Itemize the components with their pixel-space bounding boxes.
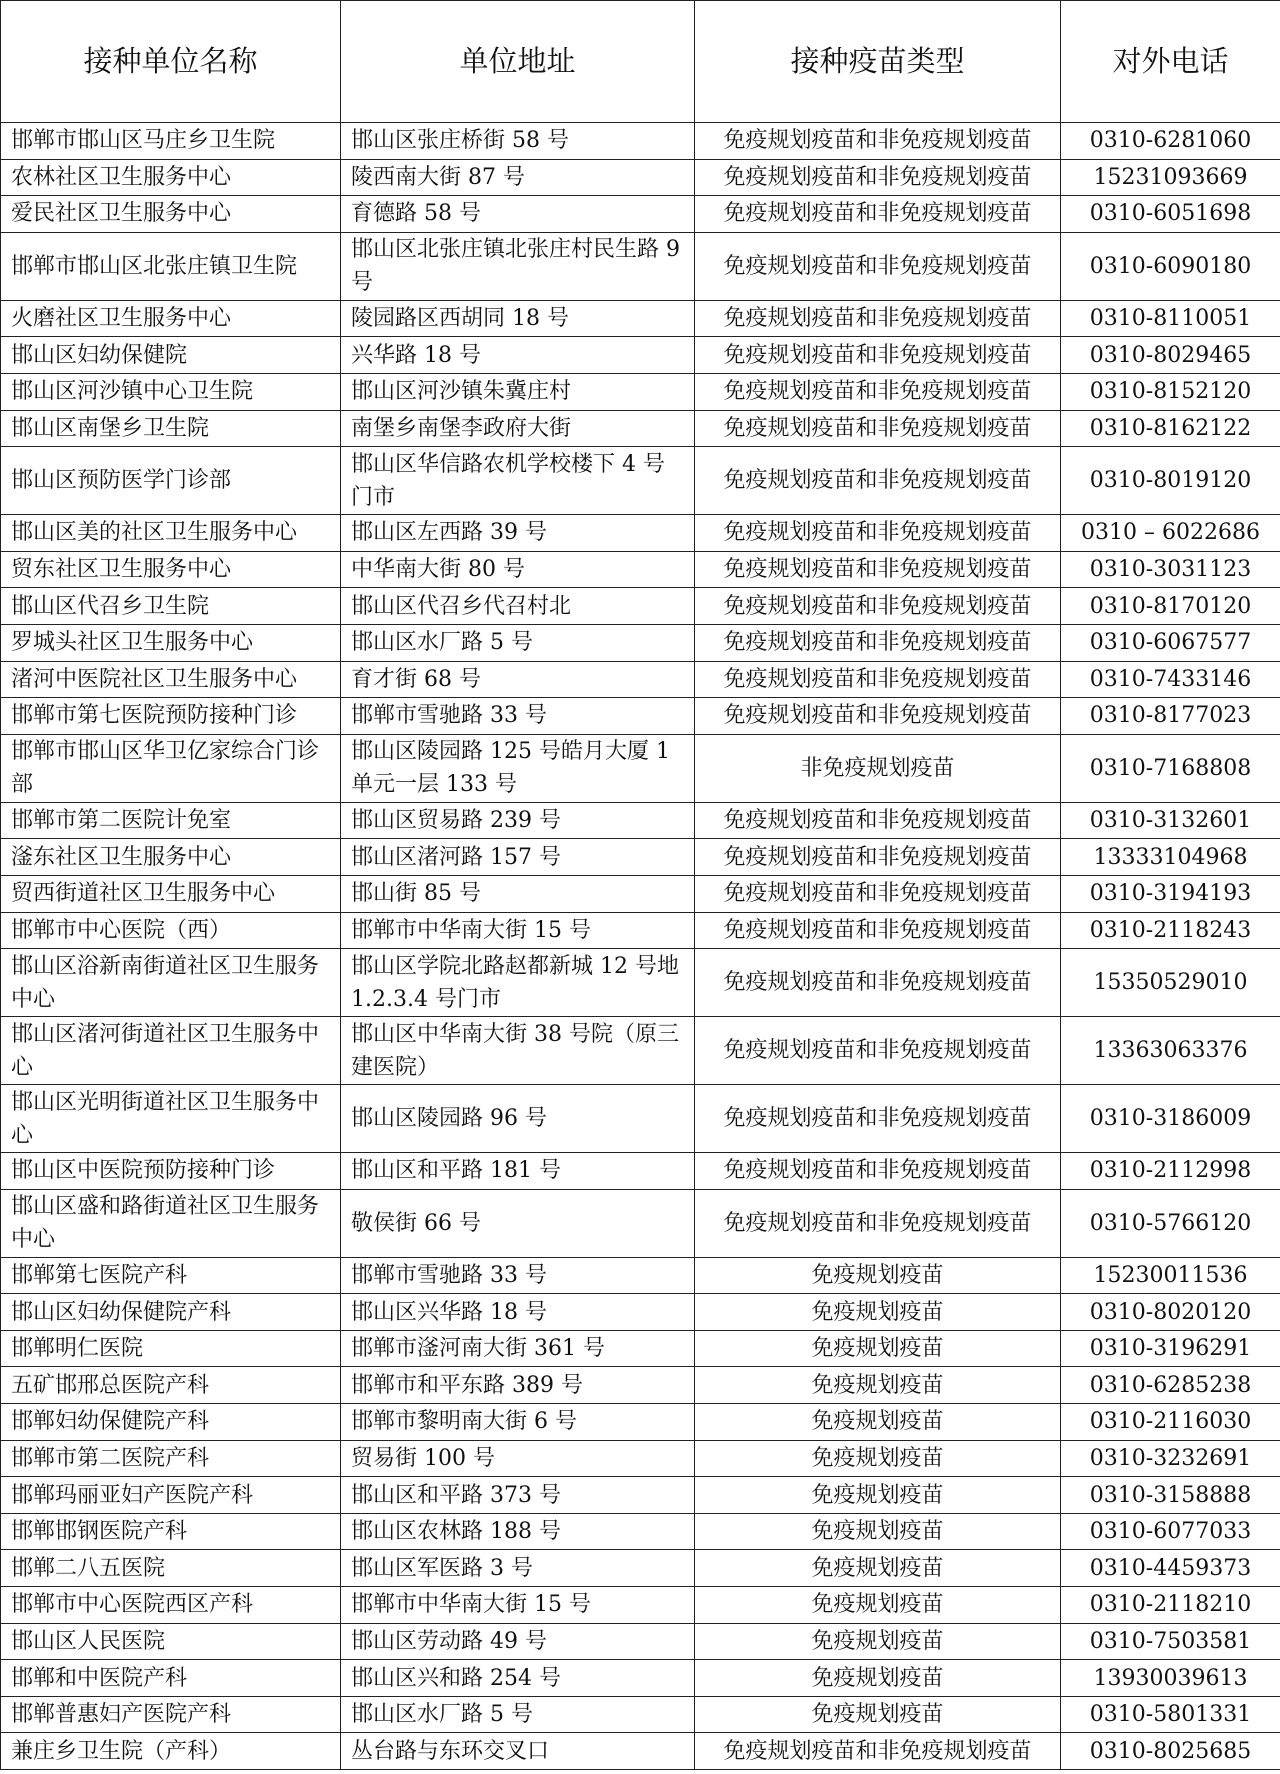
address-cell: 邯山区水厂路 5 号 [341,624,695,661]
vaccine-type-cell: 免疫规划疫苗和非免疫规划疫苗 [695,1733,1061,1770]
unit-name-cell: 五矿邯邢总医院产科 [1,1367,341,1404]
table-row [1,1550,1280,1587]
vaccine-type-cell: 免疫规划疫苗 [695,1294,1061,1331]
address-cell: 贸易街 100 号 [341,1440,695,1477]
vaccine-type-cell: 免疫规划疫苗和非免疫规划疫苗 [695,624,1061,661]
vaccine-type-cell: 免疫规划疫苗和非免疫规划疫苗 [695,159,1061,196]
unit-name-cell: 邯山区代召乡卫生院 [1,588,341,625]
table-row [1,232,1280,300]
address-cell: 邯山区华信路农机学校楼下 4 号门市 [341,447,695,515]
unit-name-cell: 火磨社区卫生服务中心 [1,300,341,337]
table-row [1,1513,1280,1550]
address-cell: 陵西南大街 87 号 [341,159,695,196]
address-cell: 邯山区兴华路 18 号 [341,1294,695,1331]
vaccine-type-cell: 免疫规划疫苗和非免疫规划疫苗 [695,300,1061,337]
phone-cell: 15231093669 [1061,159,1280,196]
phone-cell: 0310-5801331 [1061,1696,1280,1733]
unit-name-cell: 爱民社区卫生服务中心 [1,196,341,233]
unit-name-cell: 邯郸玛丽亚妇产医院产科 [1,1477,341,1514]
unit-name-cell: 邯山区妇幼保健院产科 [1,1294,341,1331]
address-cell: 邯山区张庄桥街 58 号 [341,123,695,160]
unit-name-cell: 邯山区河沙镇中心卫生院 [1,373,341,410]
address-cell: 邯郸市雪驰路 33 号 [341,1257,695,1294]
table-row [1,1404,1280,1441]
address-cell: 敬侯街 66 号 [341,1189,695,1257]
vaccine-type-cell: 免疫规划疫苗和非免疫规划疫苗 [695,551,1061,588]
header-vaccine-type: 接种疫苗类型 [695,1,1061,123]
unit-name-cell: 邯郸市邯山区马庄乡卫生院 [1,123,341,160]
unit-name-cell: 邯山区盛和路街道社区卫生服务中心 [1,1189,341,1257]
vaccine-type-cell: 免疫规划疫苗 [695,1550,1061,1587]
phone-cell: 0310-7168808 [1061,734,1280,802]
phone-cell: 0310-3031123 [1061,551,1280,588]
unit-name-cell: 邯郸邯钢医院产科 [1,1513,341,1550]
vaccine-type-cell: 免疫规划疫苗和非免疫规划疫苗 [695,839,1061,876]
phone-cell: 15230011536 [1061,1257,1280,1294]
vaccine-type-cell: 免疫规划疫苗和非免疫规划疫苗 [695,1153,1061,1190]
table-row [1,661,1280,698]
table-row [1,1733,1280,1770]
address-cell: 邯山区陵园路 96 号 [341,1085,695,1153]
address-cell: 兴华路 18 号 [341,337,695,374]
unit-name-cell: 邯郸市第二医院产科 [1,1440,341,1477]
table-row [1,551,1280,588]
table-row [1,1660,1280,1697]
vaccine-type-cell: 免疫规划疫苗 [695,1660,1061,1697]
table-row [1,1294,1280,1331]
table-row [1,1367,1280,1404]
address-cell: 邯山区左西路 39 号 [341,515,695,552]
phone-cell: 0310-4459373 [1061,1550,1280,1587]
vaccine-type-cell: 免疫规划疫苗和非免疫规划疫苗 [695,373,1061,410]
phone-cell: 0310-8110051 [1061,300,1280,337]
table-row [1,300,1280,337]
unit-name-cell: 邯郸市第七医院预防接种门诊 [1,698,341,735]
address-cell: 邯山街 85 号 [341,875,695,912]
address-cell: 南堡乡南堡李政府大街 [341,410,695,447]
header-address: 单位地址 [341,1,695,123]
phone-cell: 0310-8177023 [1061,698,1280,735]
address-cell: 邯山区和平路 181 号 [341,1153,695,1190]
vaccine-type-cell: 免疫规划疫苗和非免疫规划疫苗 [695,588,1061,625]
unit-name-cell: 邯山区中医院预防接种门诊 [1,1153,341,1190]
vaccine-type-cell: 免疫规划疫苗和非免疫规划疫苗 [695,196,1061,233]
vaccine-type-cell: 免疫规划疫苗和非免疫规划疫苗 [695,515,1061,552]
table-body [1,123,1280,1770]
unit-name-cell: 邯郸市中心医院（西） [1,912,341,949]
table-row [1,196,1280,233]
vaccine-type-cell: 免疫规划疫苗和非免疫规划疫苗 [695,123,1061,160]
table-row [1,1085,1280,1153]
phone-cell: 0310-3186009 [1061,1085,1280,1153]
address-cell: 邯郸市雪驰路 33 号 [341,698,695,735]
address-cell: 邯山区农林路 188 号 [341,1513,695,1550]
address-cell: 邯山区中华南大街 38 号院（原三建医院） [341,1017,695,1085]
table-row [1,802,1280,839]
vaccine-type-cell: 免疫规划疫苗和非免疫规划疫苗 [695,1085,1061,1153]
phone-cell: 0310-6067577 [1061,624,1280,661]
address-cell: 邯郸市黎明南大街 6 号 [341,1404,695,1441]
address-cell: 邯山区军医路 3 号 [341,1550,695,1587]
address-cell: 育才街 68 号 [341,661,695,698]
unit-name-cell: 罗城头社区卫生服务中心 [1,624,341,661]
phone-cell: 0310-3196291 [1061,1330,1280,1367]
table-row [1,1153,1280,1190]
unit-name-cell: 邯郸妇幼保健院产科 [1,1404,341,1441]
phone-cell: 0310-2118210 [1061,1587,1280,1624]
phone-cell: 0310-7503581 [1061,1623,1280,1660]
address-cell: 邯山区陵园路 125 号皓月大厦 1 单元一层 133 号 [341,734,695,802]
table-row [1,588,1280,625]
unit-name-cell: 兼庄乡卫生院（产科） [1,1733,341,1770]
unit-name-cell: 邯郸市邯山区华卫亿家综合门诊部 [1,734,341,802]
vaccine-type-cell: 免疫规划疫苗和非免疫规划疫苗 [695,875,1061,912]
vaccine-type-cell: 免疫规划疫苗 [695,1623,1061,1660]
address-cell: 邯郸市中华南大街 15 号 [341,1587,695,1624]
address-cell: 邯山区北张庄镇北张庄村民生路 9 号 [341,232,695,300]
unit-name-cell: 贸西街道社区卫生服务中心 [1,875,341,912]
vaccine-type-cell: 免疫规划疫苗和非免疫规划疫苗 [695,1189,1061,1257]
unit-name-cell: 邯山区南堡乡卫生院 [1,410,341,447]
unit-name-cell: 邯郸二八五医院 [1,1550,341,1587]
table-row [1,912,1280,949]
vaccine-type-cell: 免疫规划疫苗和非免疫规划疫苗 [695,698,1061,735]
phone-cell: 0310-6077033 [1061,1513,1280,1550]
phone-cell: 13333104968 [1061,839,1280,876]
table-row [1,159,1280,196]
table-row [1,734,1280,802]
address-cell: 邯郸市滏河南大街 361 号 [341,1330,695,1367]
phone-cell: 13363063376 [1061,1017,1280,1085]
phone-cell: 0310-3232691 [1061,1440,1280,1477]
vaccine-type-cell: 免疫规划疫苗和非免疫规划疫苗 [695,232,1061,300]
unit-name-cell: 邯郸第七医院产科 [1,1257,341,1294]
phone-cell: 0310-2112998 [1061,1153,1280,1190]
phone-cell: 0310 – 6022686 [1061,515,1280,552]
table-row [1,1440,1280,1477]
table-row [1,123,1280,160]
unit-name-cell: 邯郸市中心医院西区产科 [1,1587,341,1624]
table-row [1,875,1280,912]
table-row [1,1623,1280,1660]
vaccine-type-cell: 免疫规划疫苗 [695,1513,1061,1550]
address-cell: 中华南大街 80 号 [341,551,695,588]
table-row [1,1477,1280,1514]
table-row [1,624,1280,661]
vaccine-type-cell: 免疫规划疫苗和非免疫规划疫苗 [695,802,1061,839]
table-row [1,949,1280,1017]
header-phone: 对外电话 [1061,1,1280,123]
address-cell: 邯山区渚河路 157 号 [341,839,695,876]
vaccine-type-cell: 免疫规划疫苗 [695,1696,1061,1733]
table-row [1,1330,1280,1367]
unit-name-cell: 邯郸市邯山区北张庄镇卫生院 [1,232,341,300]
unit-name-cell: 邯山区浴新南街道社区卫生服务中心 [1,949,341,1017]
phone-cell: 0310-5766120 [1061,1189,1280,1257]
unit-name-cell: 邯郸明仁医院 [1,1330,341,1367]
header-unit-name: 接种单位名称 [1,1,341,123]
table-row [1,1017,1280,1085]
address-cell: 邯山区代召乡代召村北 [341,588,695,625]
unit-name-cell: 农林社区卫生服务中心 [1,159,341,196]
phone-cell: 0310-8152120 [1061,373,1280,410]
phone-cell: 0310-2116030 [1061,1404,1280,1441]
vaccine-type-cell: 非免疫规划疫苗 [695,734,1061,802]
unit-name-cell: 邯山区光明街道社区卫生服务中心 [1,1085,341,1153]
vaccine-type-cell: 免疫规划疫苗和非免疫规划疫苗 [695,410,1061,447]
vaccine-type-cell: 免疫规划疫苗和非免疫规划疫苗 [695,912,1061,949]
vaccine-type-cell: 免疫规划疫苗 [695,1257,1061,1294]
phone-cell: 0310-6051698 [1061,196,1280,233]
table-row [1,1696,1280,1733]
unit-name-cell: 滏东社区卫生服务中心 [1,839,341,876]
unit-name-cell: 邯山区妇幼保健院 [1,337,341,374]
unit-name-cell: 渚河中医院社区卫生服务中心 [1,661,341,698]
phone-cell: 0310-8020120 [1061,1294,1280,1331]
address-cell: 邯郸市中华南大街 15 号 [341,912,695,949]
unit-name-cell: 邯山区预防医学门诊部 [1,447,341,515]
vaccine-type-cell: 免疫规划疫苗 [695,1477,1061,1514]
unit-name-cell: 邯山区人民医院 [1,1623,341,1660]
phone-cell: 0310-8025685 [1061,1733,1280,1770]
address-cell: 邯山区劳动路 49 号 [341,1623,695,1660]
unit-name-cell: 邯郸市第二医院计免室 [1,802,341,839]
vaccine-type-cell: 免疫规划疫苗 [695,1404,1061,1441]
phone-cell: 0310-8170120 [1061,588,1280,625]
table-row [1,839,1280,876]
phone-cell: 0310-2118243 [1061,912,1280,949]
header-row [1,1,1280,123]
phone-cell: 0310-6285238 [1061,1367,1280,1404]
phone-cell: 15350529010 [1061,949,1280,1017]
table-row [1,337,1280,374]
table-row [1,1189,1280,1257]
phone-cell: 0310-8162122 [1061,410,1280,447]
phone-cell: 0310-7433146 [1061,661,1280,698]
table-row [1,1587,1280,1624]
address-cell: 邯山区学院北路赵都新城 12 号地 1.2.3.4 号门市 [341,949,695,1017]
address-cell: 邯山区和平路 373 号 [341,1477,695,1514]
vaccine-type-cell: 免疫规划疫苗 [695,1440,1061,1477]
vaccine-type-cell: 免疫规划疫苗和非免疫规划疫苗 [695,447,1061,515]
vaccine-type-cell: 免疫规划疫苗 [695,1367,1061,1404]
phone-cell: 13930039613 [1061,1660,1280,1697]
vaccine-type-cell: 免疫规划疫苗 [695,1330,1061,1367]
table-row [1,410,1280,447]
unit-name-cell: 邯山区美的社区卫生服务中心 [1,515,341,552]
table-row [1,447,1280,515]
address-cell: 邯山区贸易路 239 号 [341,802,695,839]
table-row [1,698,1280,735]
address-cell: 邯郸市和平东路 389 号 [341,1367,695,1404]
address-cell: 邯山区河沙镇朱冀庄村 [341,373,695,410]
table-row [1,1257,1280,1294]
address-cell: 陵园路区西胡同 18 号 [341,300,695,337]
vaccine-type-cell: 免疫规划疫苗和非免疫规划疫苗 [695,337,1061,374]
phone-cell: 0310-6090180 [1061,232,1280,300]
vaccine-type-cell: 免疫规划疫苗 [695,1587,1061,1624]
unit-name-cell: 邯郸和中医院产科 [1,1660,341,1697]
table-row [1,373,1280,410]
address-cell: 邯山区水厂路 5 号 [341,1696,695,1733]
vaccine-type-cell: 免疫规划疫苗和非免疫规划疫苗 [695,1017,1061,1085]
phone-cell: 0310-3194193 [1061,875,1280,912]
phone-cell: 0310-6281060 [1061,123,1280,160]
unit-name-cell: 邯郸普惠妇产医院产科 [1,1696,341,1733]
phone-cell: 0310-8019120 [1061,447,1280,515]
vaccine-type-cell: 免疫规划疫苗和非免疫规划疫苗 [695,949,1061,1017]
vaccine-type-cell: 免疫规划疫苗和非免疫规划疫苗 [695,661,1061,698]
table-row [1,515,1280,552]
address-cell: 邯山区兴和路 254 号 [341,1660,695,1697]
phone-cell: 0310-3132601 [1061,802,1280,839]
address-cell: 丛台路与东环交叉口 [341,1733,695,1770]
unit-name-cell: 贸东社区卫生服务中心 [1,551,341,588]
phone-cell: 0310-3158888 [1061,1477,1280,1514]
unit-name-cell: 邯山区渚河街道社区卫生服务中心 [1,1017,341,1085]
phone-cell: 0310-8029465 [1061,337,1280,374]
address-cell: 育德路 58 号 [341,196,695,233]
